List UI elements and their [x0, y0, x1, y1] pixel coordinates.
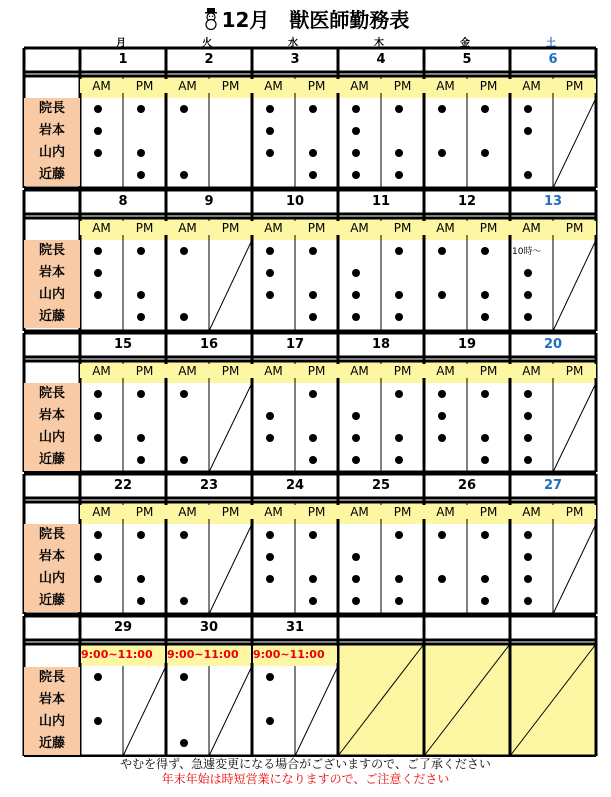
attendance-dot — [309, 149, 317, 157]
attendance-dot — [481, 247, 489, 255]
attendance-dot — [309, 291, 317, 299]
attendance-dot — [137, 434, 145, 442]
attendance-dot — [266, 673, 274, 681]
attendance-dot — [94, 269, 102, 277]
attendance-dot — [352, 149, 360, 157]
attendance-dot — [137, 171, 145, 179]
attendance-dot — [524, 291, 532, 299]
pm-label: PM — [123, 221, 166, 235]
notes — [0, 757, 611, 787]
attendance-dot — [94, 149, 102, 157]
attendance-dot — [309, 105, 317, 113]
doctor-name: 院長 — [24, 383, 80, 405]
attendance-dot — [524, 412, 532, 420]
attendance-dot — [309, 434, 317, 442]
pm-label: PM — [123, 79, 166, 93]
attendance-dot — [266, 575, 274, 583]
attendance-dot — [352, 105, 360, 113]
attendance-dot — [94, 553, 102, 561]
attendance-dot — [94, 434, 102, 442]
attendance-dot — [309, 531, 317, 539]
doctor-name: 岩本 — [24, 405, 80, 427]
am-label: AM — [166, 505, 209, 519]
attendance-dot — [524, 313, 532, 321]
note-holiday-hours: 年末年始は時短営業になりますので、ご注意ください — [161, 772, 450, 786]
closed-slash — [209, 524, 252, 614]
attendance-dot — [309, 456, 317, 464]
attendance-dot — [137, 149, 145, 157]
attendance-dot — [438, 149, 446, 157]
date-label: 12 — [457, 194, 477, 209]
closed-slash — [295, 666, 338, 756]
attendance-dot — [395, 247, 403, 255]
pm-label: PM — [295, 221, 338, 235]
attendance-dot — [395, 531, 403, 539]
attendance-dot — [94, 390, 102, 398]
closed-slash — [553, 98, 596, 188]
am-label: AM — [510, 221, 553, 235]
am-label: AM — [338, 364, 381, 378]
attendance-dot — [438, 105, 446, 113]
doctor-name: 岩本 — [24, 689, 80, 711]
attendance-dot — [524, 390, 532, 398]
date-label: 27 — [543, 478, 563, 493]
attendance-dot — [481, 390, 489, 398]
attendance-dot — [524, 269, 532, 277]
date-label: 2 — [204, 52, 214, 67]
attendance-dot — [180, 390, 188, 398]
attendance-dot — [137, 105, 145, 113]
attendance-dot — [481, 575, 489, 583]
attendance-dot — [481, 313, 489, 321]
weekday-label: 木 — [374, 38, 384, 49]
date-label: 5 — [462, 52, 472, 67]
attendance-dot — [266, 553, 274, 561]
doctor-name: 近藤 — [24, 449, 80, 471]
am-label: AM — [338, 221, 381, 235]
attendance-dot — [137, 456, 145, 464]
am-label: AM — [424, 505, 467, 519]
note-change: やむを得ず、急遽変更になる場合がございますので、ご了承ください — [120, 757, 491, 771]
am-label: AM — [338, 79, 381, 93]
date-label: 13 — [543, 194, 563, 209]
attendance-dot — [180, 105, 188, 113]
pm-label: PM — [295, 505, 338, 519]
attendance-dot — [266, 531, 274, 539]
pm-label: PM — [467, 364, 510, 378]
attendance-dot — [524, 171, 532, 179]
weekday-label: 水 — [288, 38, 298, 49]
date-label: 15 — [113, 337, 133, 352]
attendance-dot — [395, 313, 403, 321]
attendance-dot — [524, 531, 532, 539]
attendance-dot — [438, 434, 446, 442]
pm-label: PM — [123, 364, 166, 378]
attendance-dot — [309, 597, 317, 605]
am-label: AM — [510, 79, 553, 93]
am-label: AM — [80, 221, 123, 235]
am-label: AM — [80, 505, 123, 519]
doctor-name: 近藤 — [24, 590, 80, 612]
attendance-dot — [266, 412, 274, 420]
date-label: 10 — [285, 194, 305, 209]
date-label: 20 — [543, 337, 563, 352]
attendance-dot — [352, 575, 360, 583]
date-label: 3 — [290, 52, 300, 67]
attendance-dot — [395, 434, 403, 442]
time-note: 10時～ — [512, 247, 542, 257]
hours-label: 9:00~11:00 — [167, 646, 251, 663]
attendance-dot — [395, 105, 403, 113]
doctor-name: 近藤 — [24, 164, 80, 186]
date-label: 29 — [113, 620, 133, 635]
am-label: AM — [252, 364, 295, 378]
attendance-dot — [395, 171, 403, 179]
attendance-dot — [180, 673, 188, 681]
am-label: AM — [424, 364, 467, 378]
attendance-dot — [395, 456, 403, 464]
pm-label: PM — [295, 364, 338, 378]
attendance-dot — [266, 127, 274, 135]
attendance-dot — [395, 597, 403, 605]
attendance-dot — [352, 269, 360, 277]
attendance-dot — [352, 171, 360, 179]
attendance-dot — [352, 291, 360, 299]
attendance-dot — [438, 412, 446, 420]
date-label: 11 — [371, 194, 391, 209]
attendance-dot — [438, 531, 446, 539]
closed-slash — [553, 524, 596, 614]
attendance-dot — [481, 291, 489, 299]
attendance-dot — [352, 553, 360, 561]
pm-label: PM — [295, 79, 338, 93]
am-label: AM — [166, 79, 209, 93]
attendance-dot — [481, 597, 489, 605]
title-text: 12月 獣医師勤務表 — [221, 8, 410, 32]
am-label: AM — [424, 221, 467, 235]
pm-label: PM — [467, 505, 510, 519]
attendance-dot — [395, 390, 403, 398]
attendance-dot — [438, 390, 446, 398]
attendance-dot — [524, 105, 532, 113]
date-label: 17 — [285, 337, 305, 352]
doctor-name: 近藤 — [24, 733, 80, 755]
attendance-dot — [524, 575, 532, 583]
pm-label: PM — [553, 364, 596, 378]
attendance-dot — [266, 434, 274, 442]
closed-slash — [553, 383, 596, 472]
pm-label: PM — [381, 79, 424, 93]
weekday-label: 月 — [116, 38, 126, 49]
attendance-dot — [309, 575, 317, 583]
date-label: 31 — [285, 620, 305, 635]
date-label: 30 — [199, 620, 219, 635]
attendance-dot — [94, 291, 102, 299]
attendance-dot — [352, 456, 360, 464]
pm-label: PM — [209, 221, 252, 235]
am-label: AM — [252, 221, 295, 235]
doctor-name: 山内 — [24, 711, 80, 733]
doctor-name: 山内 — [24, 142, 80, 164]
attendance-dot — [309, 390, 317, 398]
hours-label: 9:00~11:00 — [253, 646, 337, 663]
attendance-dot — [352, 127, 360, 135]
date-label: 26 — [457, 478, 477, 493]
attendance-dot — [395, 149, 403, 157]
doctor-name: 院長 — [24, 240, 80, 262]
am-label: AM — [252, 505, 295, 519]
pm-label: PM — [209, 364, 252, 378]
attendance-dot — [180, 247, 188, 255]
attendance-dot — [137, 313, 145, 321]
date-label: 16 — [199, 337, 219, 352]
attendance-dot — [137, 531, 145, 539]
attendance-dot — [352, 412, 360, 420]
attendance-dot — [266, 291, 274, 299]
pm-label: PM — [381, 364, 424, 378]
pm-label: PM — [553, 79, 596, 93]
date-label: 25 — [371, 478, 391, 493]
date-label: 8 — [118, 194, 128, 209]
attendance-dot — [524, 434, 532, 442]
date-label: 18 — [371, 337, 391, 352]
am-label: AM — [80, 79, 123, 93]
doctor-name: 岩本 — [24, 546, 80, 568]
attendance-dot — [481, 434, 489, 442]
attendance-dot — [524, 456, 532, 464]
date-label: 22 — [113, 478, 133, 493]
attendance-dot — [438, 247, 446, 255]
doctor-name: 岩本 — [24, 262, 80, 284]
am-label: AM — [424, 79, 467, 93]
attendance-dot — [352, 597, 360, 605]
attendance-dot — [524, 553, 532, 561]
attendance-dot — [395, 291, 403, 299]
doctor-name: 近藤 — [24, 306, 80, 328]
attendance-dot — [309, 247, 317, 255]
closed-slash — [553, 240, 596, 331]
weekday-label: 土 — [546, 38, 556, 49]
am-label: AM — [80, 364, 123, 378]
attendance-dot — [481, 149, 489, 157]
attendance-dot — [94, 575, 102, 583]
attendance-dot — [180, 597, 188, 605]
closed-slash — [209, 383, 252, 472]
attendance-dot — [352, 313, 360, 321]
attendance-dot — [180, 313, 188, 321]
doctor-name: 院長 — [24, 667, 80, 689]
attendance-dot — [481, 456, 489, 464]
am-label: AM — [510, 505, 553, 519]
pm-label: PM — [467, 221, 510, 235]
doctor-name: 岩本 — [24, 120, 80, 142]
date-label: 9 — [204, 194, 214, 209]
attendance-dot — [94, 673, 102, 681]
attendance-dot — [438, 291, 446, 299]
attendance-dot — [180, 531, 188, 539]
attendance-dot — [180, 456, 188, 464]
attendance-dot — [438, 575, 446, 583]
attendance-dot — [94, 247, 102, 255]
pm-label: PM — [123, 505, 166, 519]
pm-label: PM — [553, 221, 596, 235]
date-label: 1 — [118, 52, 128, 67]
attendance-dot — [94, 531, 102, 539]
attendance-dot — [266, 247, 274, 255]
attendance-dot — [137, 291, 145, 299]
closed-slash — [123, 666, 166, 756]
pm-label: PM — [553, 505, 596, 519]
pm-label: PM — [381, 221, 424, 235]
am-label: AM — [252, 79, 295, 93]
doctor-name: 山内 — [24, 427, 80, 449]
attendance-dot — [94, 412, 102, 420]
weekday-label: 金 — [460, 38, 470, 49]
attendance-dot — [395, 575, 403, 583]
doctor-name: 院長 — [24, 524, 80, 546]
doctor-name: 院長 — [24, 98, 80, 120]
attendance-dot — [524, 127, 532, 135]
date-label: 23 — [199, 478, 219, 493]
closed-slash — [209, 666, 252, 756]
attendance-dot — [137, 597, 145, 605]
pm-label: PM — [381, 505, 424, 519]
attendance-dot — [266, 717, 274, 725]
attendance-dot — [137, 575, 145, 583]
am-label: AM — [166, 221, 209, 235]
attendance-dot — [94, 127, 102, 135]
doctor-name: 山内 — [24, 284, 80, 306]
doctor-name: 山内 — [24, 568, 80, 590]
date-label: 19 — [457, 337, 477, 352]
date-label: 4 — [376, 52, 386, 67]
attendance-dot — [266, 149, 274, 157]
attendance-dot — [309, 171, 317, 179]
attendance-dot — [94, 717, 102, 725]
pm-label: PM — [467, 79, 510, 93]
pm-label: PM — [209, 505, 252, 519]
attendance-dot — [180, 739, 188, 747]
weekday-label: 火 — [202, 38, 212, 49]
attendance-dot — [309, 313, 317, 321]
attendance-dot — [524, 597, 532, 605]
attendance-dot — [137, 247, 145, 255]
attendance-dot — [94, 105, 102, 113]
attendance-dot — [266, 269, 274, 277]
am-label: AM — [166, 364, 209, 378]
am-label: AM — [338, 505, 381, 519]
attendance-dot — [352, 434, 360, 442]
attendance-dot — [481, 531, 489, 539]
attendance-dot — [266, 105, 274, 113]
date-label: 6 — [548, 52, 558, 67]
hours-label: 9:00~11:00 — [81, 646, 165, 663]
attendance-dot — [137, 390, 145, 398]
attendance-dot — [481, 105, 489, 113]
attendance-dot — [180, 171, 188, 179]
pm-label: PM — [209, 79, 252, 93]
date-label: 24 — [285, 478, 305, 493]
closed-slash — [209, 240, 252, 331]
am-label: AM — [510, 364, 553, 378]
